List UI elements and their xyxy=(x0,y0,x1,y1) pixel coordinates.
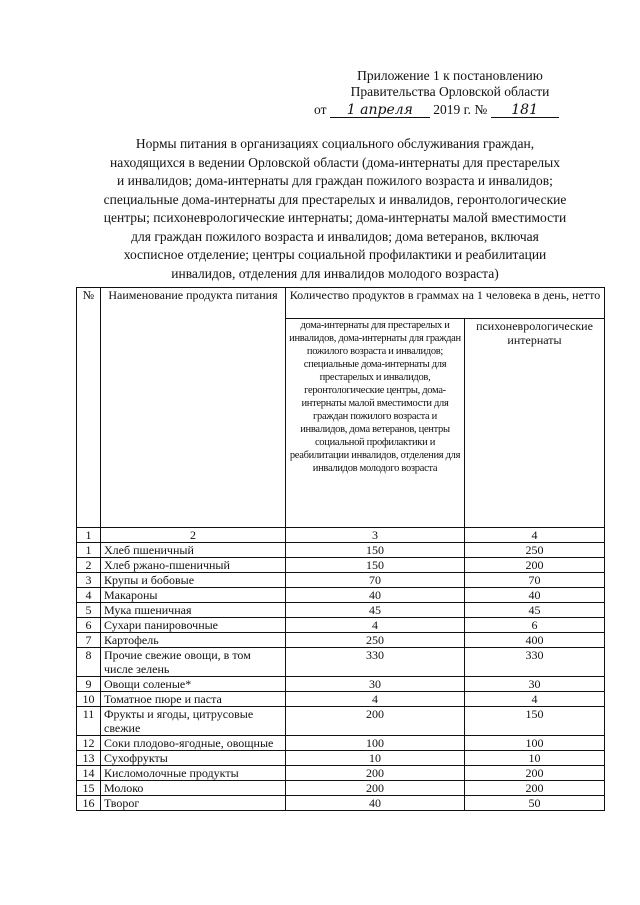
column-number: 2 xyxy=(101,528,286,543)
qty-psycho: 200 xyxy=(465,781,605,796)
row-number: 15 xyxy=(77,781,101,796)
column-number-row xyxy=(77,528,605,543)
header-col-general: дома-интернаты для престарелых и инвалидов, дома-интернаты для граждан пожилого возраста и инвалидов; специальные дома-интернаты для престарелых и инвалидов, геронтологические центры, дома-интернаты малой вместимости для граждан пожилого возраста и инвалидов, дома ветеранов, центры социальной профилактики и реабилитации инвалидов, отделения для инвалидов молодого возраста xyxy=(286,319,465,528)
table-row xyxy=(77,618,605,633)
document-title xyxy=(70,135,600,283)
table-row xyxy=(77,633,605,648)
title-line: центры; психоневрологические интернаты; дома-интернаты малой вместимости xyxy=(103,210,567,225)
qty-psycho: 400 xyxy=(465,633,605,648)
product-name: Крупы и бобовые xyxy=(101,573,286,588)
row-number: 6 xyxy=(77,618,101,633)
appendix-line-2: Правительства Орловской области xyxy=(350,84,550,99)
product-name: Картофель xyxy=(101,633,286,648)
column-number: 1 xyxy=(77,528,101,543)
qty-psycho: 250 xyxy=(465,543,605,558)
qty-psycho: 4 xyxy=(465,692,605,707)
product-name: Овощи соленые* xyxy=(101,677,286,692)
title-line: для граждан пожилого возраста и инвалидов; дома ветеранов, включая xyxy=(131,228,539,244)
product-name: Макароны xyxy=(101,588,286,603)
qty-psycho: 70 xyxy=(465,573,605,588)
qty-general: 250 xyxy=(286,633,465,648)
qty-psycho: 200 xyxy=(465,558,605,573)
row-number: 13 xyxy=(77,751,101,766)
table-row xyxy=(77,796,605,811)
product-name: Хлеб ржано-пшеничный xyxy=(101,558,286,573)
title-line: Нормы питания в организациях социального обслуживания граждан, xyxy=(135,136,535,151)
qty-general: 200 xyxy=(286,707,465,736)
qty-general: 10 xyxy=(286,751,465,766)
qty-general: 4 xyxy=(286,692,465,707)
qty-psycho: 50 xyxy=(465,796,605,811)
product-name: Хлеб пшеничный xyxy=(101,543,286,558)
product-name: Фрукты и ягоды, цитрусовые свежие xyxy=(101,707,286,736)
title-line: инвалидов, отделения для инвалидов молодого возраста) xyxy=(171,265,499,281)
row-number: 1 xyxy=(77,543,101,558)
qty-psycho: 200 xyxy=(465,766,605,781)
row-number: 16 xyxy=(77,796,101,811)
appendix-from: от xyxy=(314,102,327,117)
table-row xyxy=(77,766,605,781)
row-number: 14 xyxy=(77,766,101,781)
row-number: 7 xyxy=(77,633,101,648)
qty-general: 150 xyxy=(286,558,465,573)
row-number: 8 xyxy=(77,648,101,677)
table-row xyxy=(77,707,605,736)
qty-general: 200 xyxy=(286,766,465,781)
qty-general: 330 xyxy=(286,648,465,677)
header-col-psycho: психоневрологические интернаты xyxy=(465,319,605,528)
qty-general: 100 xyxy=(286,736,465,751)
header-quantity: Количество продуктов в граммах на 1 человека в день, нетто xyxy=(286,288,605,319)
row-number: 11 xyxy=(77,707,101,736)
product-name: Кисломолочные продукты xyxy=(101,766,286,781)
title-line: хосписное отделение; центры социальной профилактики и реабилитации xyxy=(123,247,547,262)
table-row xyxy=(77,603,605,618)
qty-psycho: 6 xyxy=(465,618,605,633)
row-number: 4 xyxy=(77,588,101,603)
qty-psycho: 150 xyxy=(465,707,605,736)
table-row xyxy=(77,588,605,603)
appendix-year: 2019 г. № xyxy=(433,102,488,117)
appendix-date-line xyxy=(300,102,600,118)
product-name: Творог xyxy=(101,796,286,811)
table-row xyxy=(77,692,605,707)
handwritten-date: 1 апреля xyxy=(330,103,430,118)
table-row xyxy=(77,573,605,588)
header-product-name: Наименование продукта питания xyxy=(101,288,286,528)
appendix-header xyxy=(300,68,600,118)
qty-general: 40 xyxy=(286,588,465,603)
table-row xyxy=(77,543,605,558)
row-number: 5 xyxy=(77,603,101,618)
qty-general: 4 xyxy=(286,618,465,633)
table-row xyxy=(77,751,605,766)
qty-psycho: 330 xyxy=(465,648,605,677)
column-number: 3 xyxy=(286,528,465,543)
qty-general: 45 xyxy=(286,603,465,618)
row-number: 3 xyxy=(77,573,101,588)
column-number: 4 xyxy=(465,528,605,543)
row-number: 12 xyxy=(77,736,101,751)
table-row xyxy=(77,781,605,796)
qty-psycho: 45 xyxy=(465,603,605,618)
table-row xyxy=(77,677,605,692)
title-line: находящихся в ведении Орловской области (дома-интернаты для престарелых xyxy=(110,154,560,170)
row-number: 2 xyxy=(77,558,101,573)
table-row xyxy=(77,648,605,677)
qty-general: 30 xyxy=(286,677,465,692)
handwritten-number: 181 xyxy=(491,103,559,118)
table-row xyxy=(77,736,605,751)
header-number: № xyxy=(77,288,101,528)
product-name: Прочие свежие овощи, в том числе зелень xyxy=(101,648,286,677)
qty-psycho: 40 xyxy=(465,588,605,603)
title-line: специальные дома-интернаты для престарелых и инвалидов, геронтологические xyxy=(103,191,567,207)
qty-general: 70 xyxy=(286,573,465,588)
qty-general: 150 xyxy=(286,543,465,558)
table-row xyxy=(77,558,605,573)
qty-general: 200 xyxy=(286,781,465,796)
product-name: Мука пшеничная xyxy=(101,603,286,618)
product-name: Сухари панировочные xyxy=(101,618,286,633)
qty-psycho: 10 xyxy=(465,751,605,766)
product-name: Молоко xyxy=(101,781,286,796)
product-name: Томатное пюре и паста xyxy=(101,692,286,707)
row-number: 10 xyxy=(77,692,101,707)
qty-general: 40 xyxy=(286,796,465,811)
nutrition-norms-table xyxy=(76,287,605,811)
table-body xyxy=(77,543,605,811)
appendix-line-1: Приложение 1 к постановлению xyxy=(357,68,543,83)
title-line: и инвалидов; дома-интернаты для граждан пожилого возраста и инвалидов; xyxy=(117,173,553,188)
qty-psycho: 30 xyxy=(465,677,605,692)
qty-psycho: 100 xyxy=(465,736,605,751)
product-name: Сухофрукты xyxy=(101,751,286,766)
row-number: 9 xyxy=(77,677,101,692)
product-name: Соки плодово-ягодные, овощные xyxy=(101,736,286,751)
